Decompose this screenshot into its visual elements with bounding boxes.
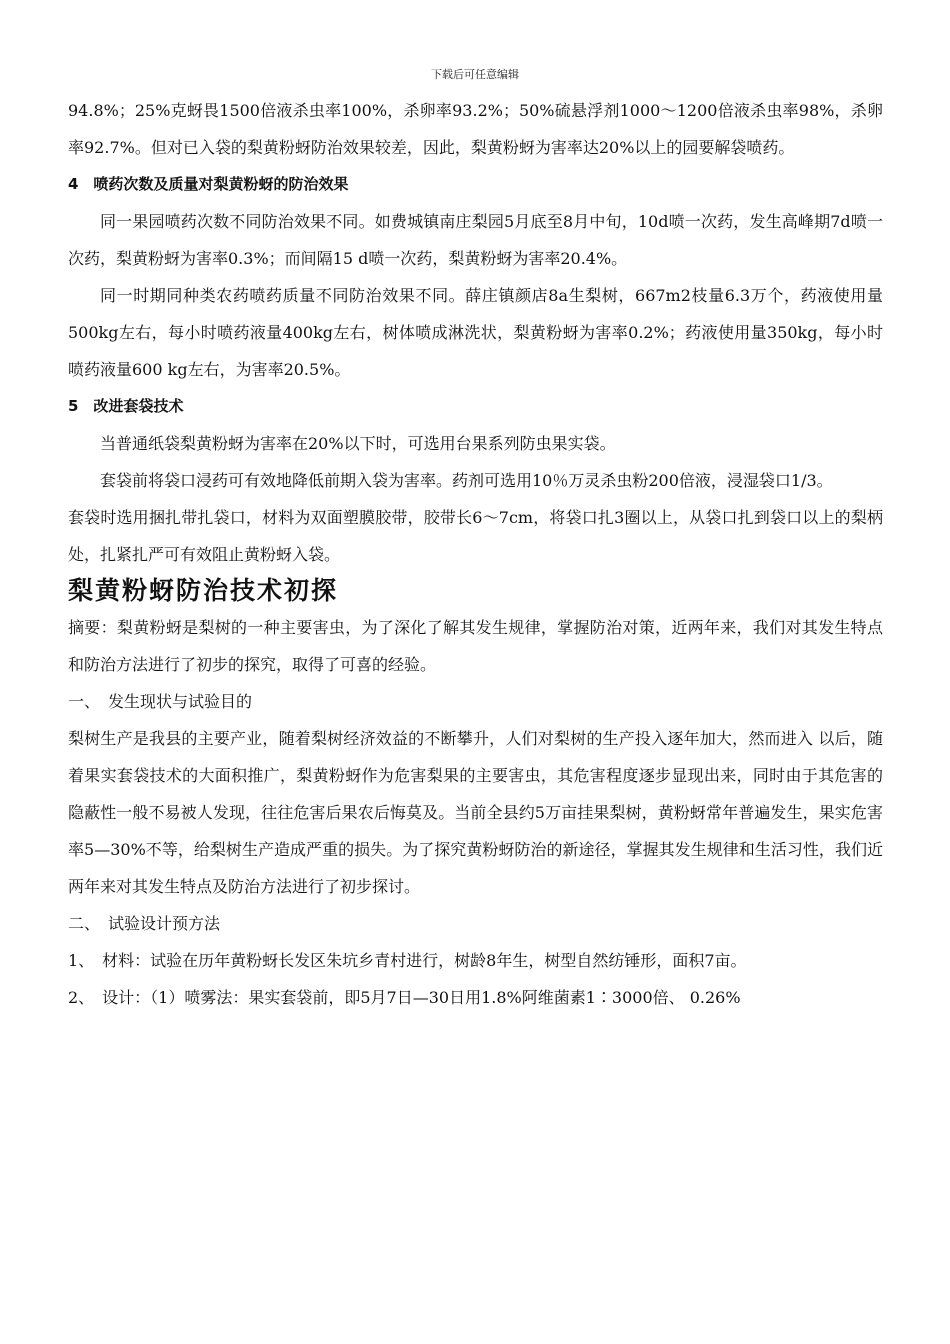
paragraph: 同一时期同种类农药喷药质量不同防治效果不同。薛庄镇颜店8a生梨树，667m2枝量6.3万个，药液使用量500kg左右，每小时喷药液量400kg左右，树体喷成淋洗状，梨黄粉蚜为害率0.2%；药液使用量350kg，每小时喷药液量600 kg左右，为害率20.5%。 [68,286,883,379]
paragraph: 94.8%；25%克蚜畏1500倍液杀虫率100%，杀卵率93.2%；50%硫悬浮剂1000～1200倍液杀虫率98%，杀卵率92.7%。但对已入袋的梨黄粉蚜防治效果较差，因此，梨黄粉蚜为害率达20%以上的园要解袋喷药。 [68,101,883,157]
article-title: 梨黄粉蚜防治技术初探 [68,576,339,605]
section-heading: 二、 试验设计预方法 [68,914,221,933]
list-item: 1、 材料：试验在历年黄粉蚜长发区朱坑乡青村进行，树龄8年生，树型自然纺锤形，面积7亩。 [68,951,747,970]
document-body [68,92,883,1016]
list-item: 2、 设计：（1）喷雾法：果实套袋前，即5月7日—30日用1.8%阿维菌素1∶3000倍、 0.26% [68,988,741,1007]
section-heading: 一、 发生现状与试验目的 [68,692,253,711]
page-header: 下载后可任意编辑 [431,68,519,81]
paragraph: 同一果园喷药次数不同防治效果不同。如费城镇南庄梨园5月底至8月中旬，10d喷一次药，发生高峰期7d喷一次药，梨黄粉蚜为害率0.3%；而间隔15 d喷一次药，梨黄粉蚜为害率20.4%。 [68,212,883,268]
section-heading: 5 改进套袋技术 [68,397,184,415]
paragraph: 套袋时选用捆扎带扎袋口，材料为双面塑膜胶带，胶带长6～7cm，将袋口扎3圈以上，从袋口扎到袋口以上的梨柄处，扎紧扎严可有效阻止黄粉蚜入袋。 [68,508,883,564]
paragraph: 梨树生产是我县的主要产业，随着梨树经济效益的不断攀升，人们对梨树的生产投入逐年加大，然而进入 以后，随着果实套袋技术的大面积推广，梨黄粉蚜作为危害梨果的主要害虫，其危害程度逐步显现出来，同时由于其危害的隐蔽性一般不易被人发现，往往危害后果农后悔莫及。当前全县约5万亩挂果梨树，黄粉蚜常年普遍发生，果实危害率5—30%不等，给梨树生产造成严重的损失。为了探究黄粉蚜防治的新途径，掌握其发生规律和生活习性，我们近两年来对其发生特点及防治方法进行了初步探讨。 [68,729,883,896]
paragraph: 当普通纸袋梨黄粉蚜为害率在20%以下时，可选用台果系列防虫果实袋。 [100,434,616,453]
section-heading: 4 喷药次数及质量对梨黄粉蚜的防治效果 [68,175,349,193]
paragraph: 套袋前将袋口浸药可有效地降低前期入袋为害率。药剂可选用10％万灵杀虫粉200倍液，浸湿袋口1/3。 [100,471,833,490]
abstract: 摘要：梨黄粉蚜是梨树的一种主要害虫，为了深化了解其发生规律，掌握防治对策，近两年来，我们对其发生特点和防治方法进行了初步的探究，取得了可喜的经验。 [68,618,883,674]
